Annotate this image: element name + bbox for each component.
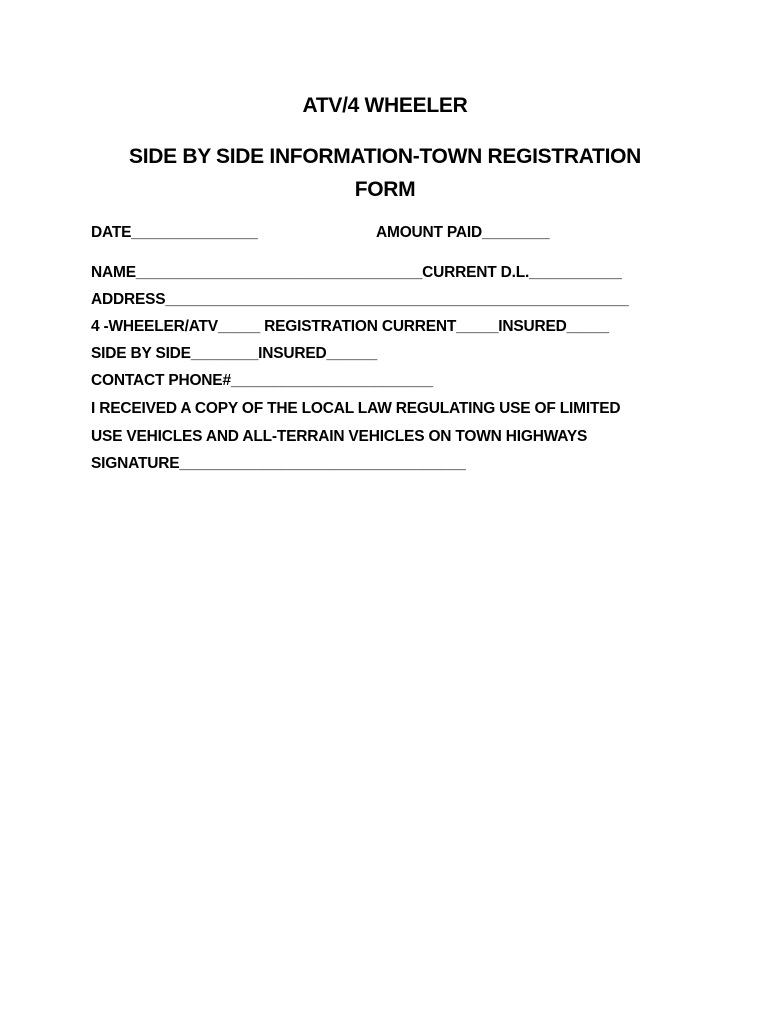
date-field: DATE_______________ [91,224,258,241]
amount-paid-field: AMOUNT PAID________ [376,224,550,241]
address-field: ADDRESS_______________________________________________________ [91,291,629,308]
atv-registration-field: 4 -WHEELER/ATV_____ REGISTRATION CURRENT_____INSURED_____ [91,318,609,335]
acknowledgement-text-line-1: I RECEIVED A COPY OF THE LOCAL LAW REGULATING USE OF LIMITED [91,400,621,417]
contact-phone-field: CONTACT PHONE#________________________ [91,372,433,389]
acknowledgement-text-line-2: USE VEHICLES AND ALL-TERRAIN VEHICLES ON TOWN HIGHWAYS [91,428,588,445]
form-subtitle: SIDE BY SIDE INFORMATION-TOWN REGISTRATION FORM [128,145,642,201]
signature-field: SIGNATURE__________________________________ [91,455,466,472]
form-title: ATV/4 WHEELER [302,94,468,117]
side-by-side-field: SIDE BY SIDE________INSURED______ [91,345,378,362]
name-field: NAME__________________________________CURRENT D.L.___________ [91,264,622,281]
